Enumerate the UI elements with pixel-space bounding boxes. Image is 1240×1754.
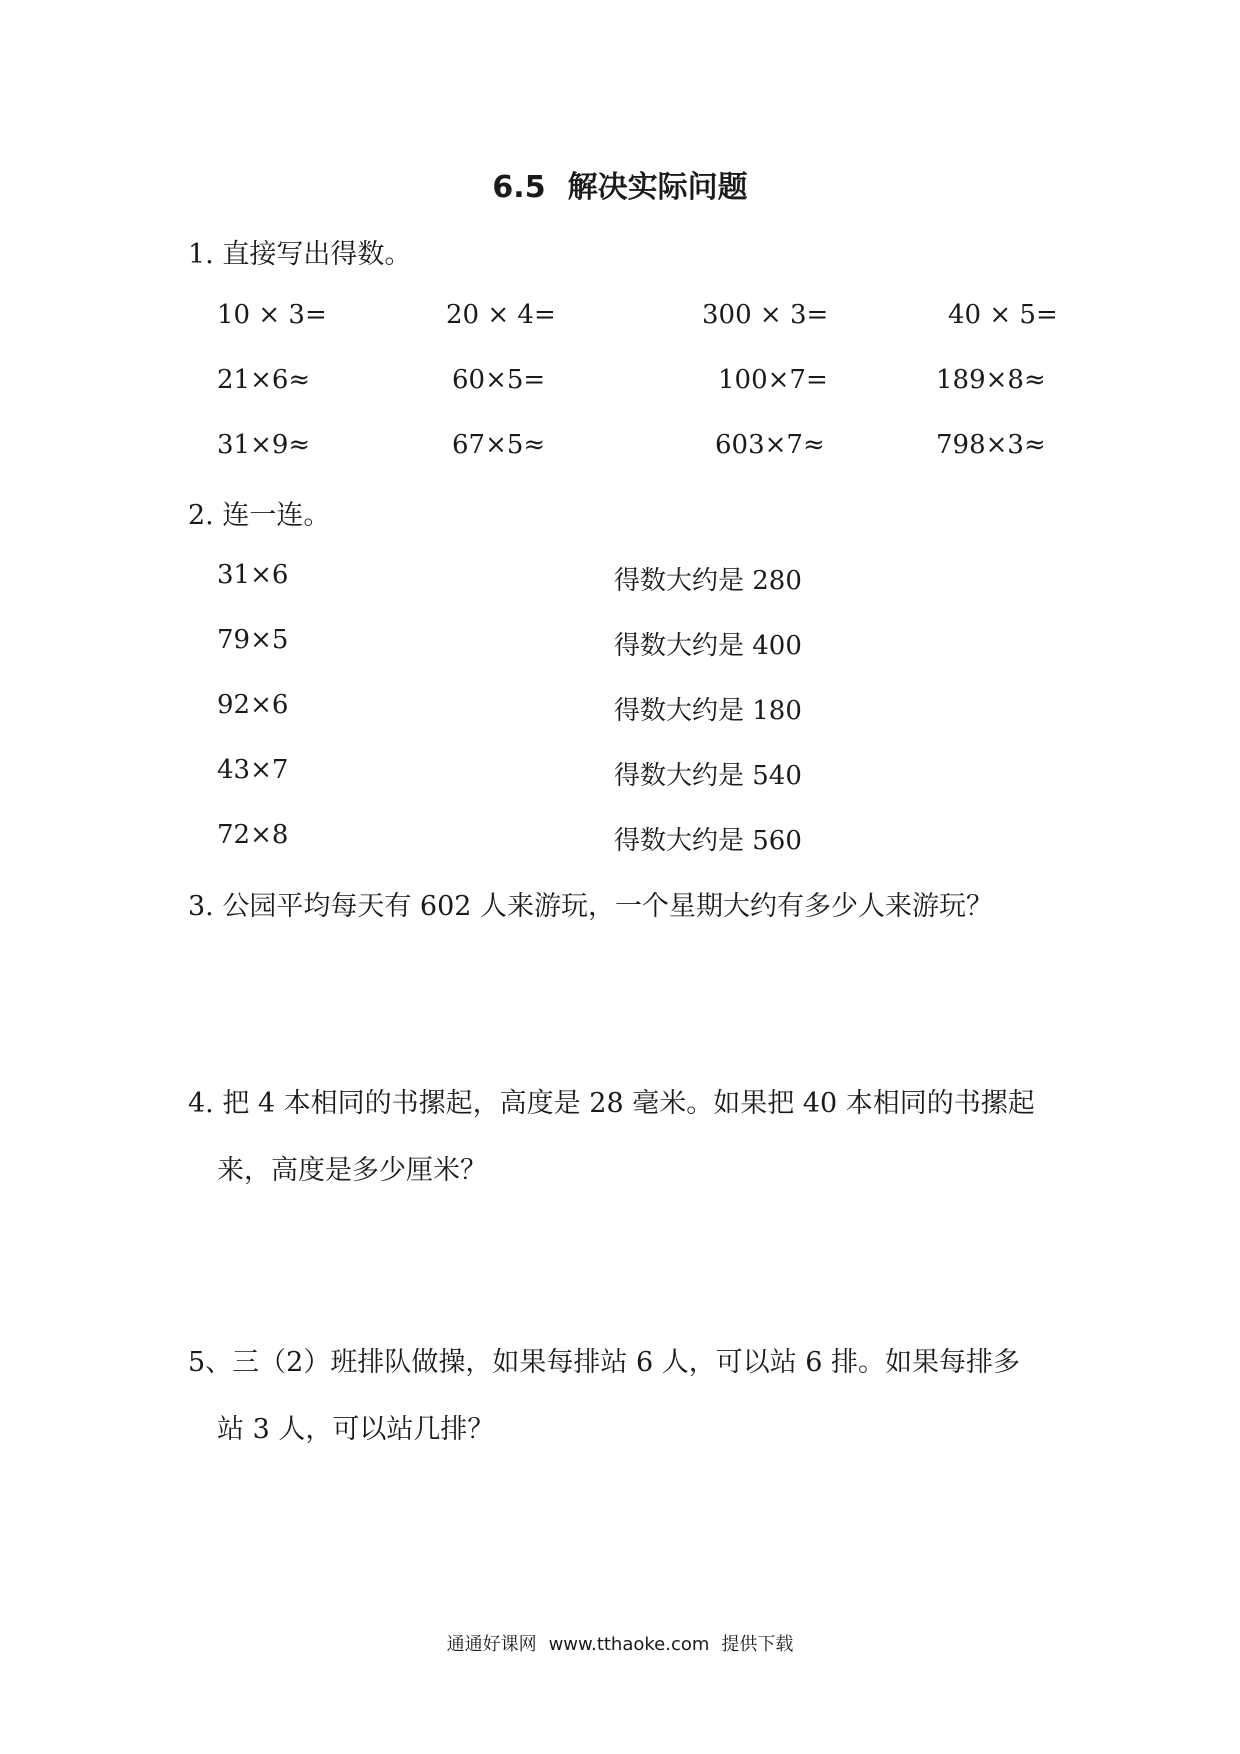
page-title [0,162,1240,206]
q1-heading: 1. 直接写出得数。 [188,239,412,270]
q1-cell: 300 × 3= [702,300,829,330]
footer-suffix: 提供下载 [721,1634,794,1655]
q1-cell: 67×5≈ [452,430,546,460]
q2-left-item: 92×6 [217,690,289,720]
q2-left-item: 31×6 [217,560,289,590]
q1-cell: 40 × 5= [948,300,1058,330]
q2-right-item: 得数大约是 560 [614,826,802,856]
q2-right-item: 得数大约是 540 [614,761,802,791]
q1-cell: 189×8≈ [936,365,1046,395]
q2-left-item: 79×5 [217,625,289,655]
q2-right-item: 得数大约是 280 [614,566,802,596]
title-number: 6.5 [492,170,546,205]
q1-cell: 100×7= [718,365,828,395]
q1-cell: 20 × 4= [446,300,556,330]
q1-cell: 10 × 3= [217,300,327,330]
q4-line1: 4. 把 4 本相同的书摞起，高度是 28 毫米。如果把 40 本相同的书摞起 [188,1088,1035,1119]
footer [0,1630,1240,1656]
q2-right-item: 得数大约是 400 [614,631,802,661]
q5-line2: 站 3 人，可以站几排？ [217,1414,495,1445]
q1-cell: 21×6≈ [217,365,311,395]
q1-cell: 603×7≈ [715,430,825,460]
q2-left-item: 72×8 [217,820,289,850]
q2-right-item: 得数大约是 180 [614,696,802,726]
title-text: 解决实际问题 [567,170,748,205]
q5-line1: 5、三（2）班排队做操，如果每排站 6 人，可以站 6 排。如果每排多 [188,1347,1021,1378]
q1-cell: 31×9≈ [217,430,311,460]
q3-text: 3. 公园平均每天有 602 人来游玩，一个星期大约有多少人来游玩？ [188,891,994,922]
q2-left-item: 43×7 [217,755,289,785]
q1-cell: 60×5= [452,365,546,395]
q4-line2: 来，高度是多少厘米？ [217,1155,487,1186]
footer-site-name: 通通好课网 [446,1634,537,1655]
footer-url: www.tthaoke.com [548,1634,710,1655]
q2-heading: 2. 连一连。 [188,500,331,531]
q1-cell: 798×3≈ [936,430,1046,460]
